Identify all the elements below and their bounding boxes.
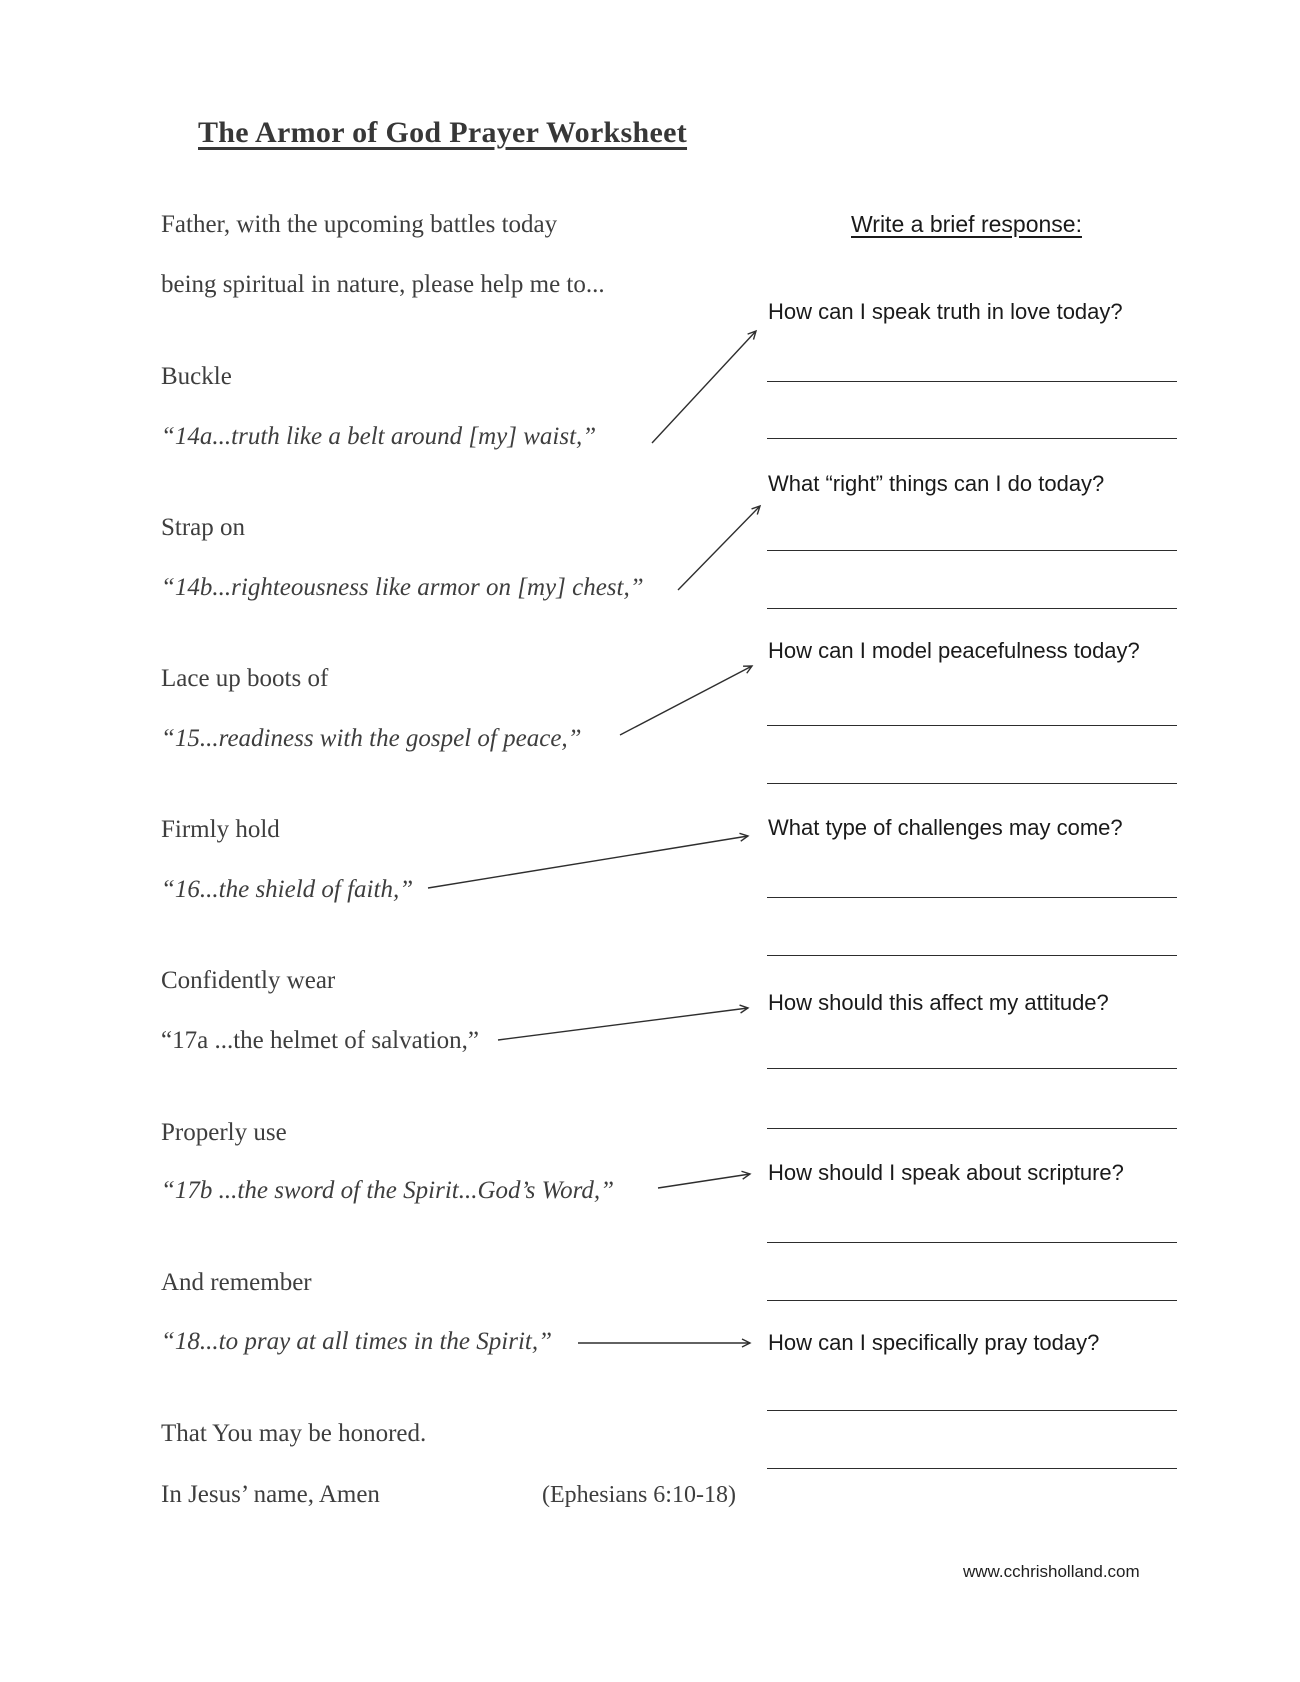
prayer-lead-strap-on: Strap on xyxy=(161,514,246,541)
prayer-quote-14b: “14b...righteousness like armor on [my] chest,” xyxy=(161,574,644,601)
prayer-quote-17b: “17b ...the sword of the Spirit...God’s Word,” xyxy=(161,1177,615,1204)
prayer-closing-line-2: In Jesus’ name, Amen xyxy=(161,1481,380,1508)
prayer-quote-16: “16...the shield of faith,” xyxy=(161,876,414,903)
connector-arrow-14b xyxy=(678,506,760,590)
response-blank-line xyxy=(767,955,1177,956)
response-blank-line xyxy=(767,725,1177,726)
prayer-intro-line-1: Father, with the upcoming battles today xyxy=(161,211,558,238)
prayer-intro-line-2: being spiritual in nature, please help me to... xyxy=(161,271,605,298)
response-blank-line xyxy=(767,1242,1177,1243)
connector-arrow-17b xyxy=(658,1174,750,1188)
response-blank-line xyxy=(767,1410,1177,1411)
prayer-lead-and-remember: And remember xyxy=(161,1269,312,1296)
response-blank-line xyxy=(767,783,1177,784)
response-blank-line xyxy=(767,897,1177,898)
response-question-1: How can I speak truth in love today? xyxy=(768,299,1123,324)
connector-arrow-15 xyxy=(620,666,752,735)
response-question-2: What “right” things can I do today? xyxy=(768,471,1105,496)
prayer-quote-14a: “14a...truth like a belt around [my] waist,” xyxy=(161,423,597,450)
prayer-closing-line-1: That You may be honored. xyxy=(161,1420,427,1447)
prayer-lead-confidently-wear: Confidently wear xyxy=(161,967,336,994)
response-blank-line xyxy=(767,381,1177,382)
response-blank-line xyxy=(767,608,1177,609)
connector-arrow-14a xyxy=(652,331,756,443)
footer-url: www.cchrisholland.com xyxy=(963,1562,1140,1581)
response-question-5: How should this affect my attitude? xyxy=(768,990,1109,1015)
response-blank-line xyxy=(767,1068,1177,1069)
prayer-lead-properly-use: Properly use xyxy=(161,1119,287,1146)
response-question-7: How can I specifically pray today? xyxy=(768,1330,1100,1355)
response-question-6: How should I speak about scripture? xyxy=(768,1160,1124,1185)
prayer-lead-buckle: Buckle xyxy=(161,363,232,390)
response-header: Write a brief response: xyxy=(851,211,1082,237)
page-title: The Armor of God Prayer Worksheet xyxy=(198,116,688,149)
connector-arrow-17a xyxy=(498,1008,748,1040)
prayer-lead-lace-up: Lace up boots of xyxy=(161,665,329,692)
response-blank-line xyxy=(767,1468,1177,1469)
response-blank-line xyxy=(767,1128,1177,1129)
response-question-3: How can I model peacefulness today? xyxy=(768,638,1140,663)
prayer-lead-firmly-hold: Firmly hold xyxy=(161,816,280,843)
prayer-quote-18: “18...to pray at all times in the Spirit,” xyxy=(161,1328,552,1355)
prayer-quote-17a: “17a ...the helmet of salvation,” xyxy=(161,1027,479,1054)
prayer-quote-15: “15...readiness with the gospel of peace,” xyxy=(161,725,582,752)
response-blank-line xyxy=(767,1300,1177,1301)
response-blank-line xyxy=(767,550,1177,551)
scripture-reference: (Ephesians 6:10-18) xyxy=(542,1482,736,1508)
response-blank-line xyxy=(767,438,1177,439)
connector-arrow-16 xyxy=(428,836,748,888)
response-question-4: What type of challenges may come? xyxy=(768,815,1123,840)
